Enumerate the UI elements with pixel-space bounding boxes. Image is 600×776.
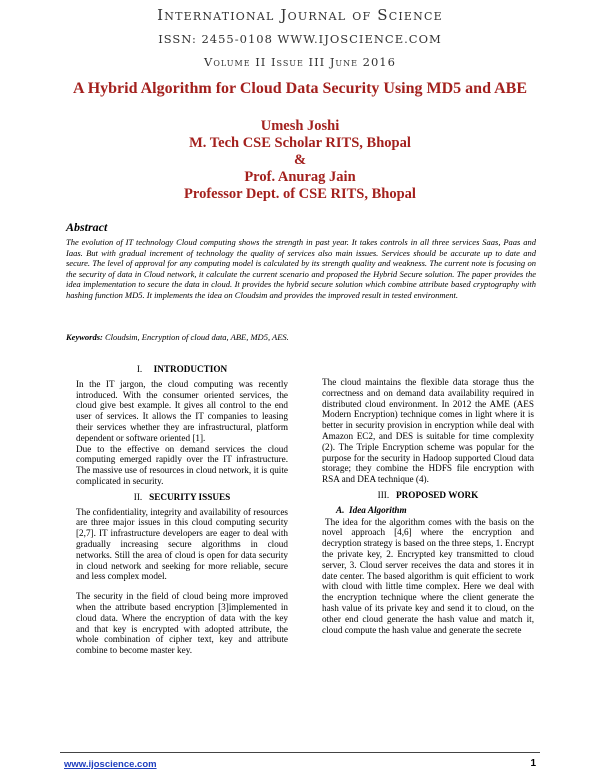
paper-title: A Hybrid Algorithm for Cloud Data Security Using MD5 and ABE — [73, 80, 527, 97]
footer-website-link[interactable]: www.ijoscience.com — [64, 759, 157, 770]
keywords-text: Cloudsim, Encryption of cloud data, ABE, MD5, AES. — [104, 332, 289, 342]
section-heading-proposed — [322, 490, 534, 501]
subsection-label: A. — [336, 504, 345, 515]
author-block — [0, 118, 600, 203]
keywords-line — [66, 332, 536, 342]
section-number: I. — [136, 364, 143, 374]
author-separator: & — [293, 152, 307, 168]
paragraph: The security in the field of cloud being more improved when the attribute based encryption [3]implemented in cloud data. Where the encryption of data with the key and that key is encrypted with adopted attribute, the whole combination of cipher text, key and attribute combine to become master key. — [76, 591, 288, 656]
journal-issn-line: ISSN: 2455-0108 WWW.IJOSCIENCE.COM — [158, 32, 442, 46]
section-heading-security — [76, 492, 288, 503]
author-name-2: Prof. Anurag Jain — [244, 169, 356, 185]
paragraph: In the IT jargon, the cloud computing was recently introduced. With the consumer oriented services, the cloud give best example. It gives all control to the end user of services. It allows the IT companies to leasing their services whether they are infrastructural, platform dependent or software oriented [1]. — [76, 378, 288, 443]
paragraph: Due to the effective on demand services the cloud computing emerged rapidly over the IT infrastructure. The massive use of resources in cloud network, it is quite complicated in security. — [76, 443, 288, 486]
paragraph: The cloud maintains the flexible data storage thus the correctness and on demand data availability required in distributed cloud environment. In 2012 the AME (AES Modern Encryption) technique comes in light where it is better in security provision in encryption while deal with Amazon EC2, and DES is suitable for time complexity (2). The Triple Encryption scheme was popular for the purpose for the security in Hadoop supported Cloud data storage; they combine the HDFS file encryption with RSA and DEA technique (4). — [322, 377, 534, 485]
abstract-text: The evolution of IT technology Cloud computing shows the strength in past year. It takes controls in all three services Saas, Paas and Iaas. But with gradual increment of technology the quality of services also main issues. Services should be accurate up to date and secure. The level of approval for any computing model is calculated by its strength quality and weakness. The current note is focusing on the security of data in Cloud network, it calculate the current scenario and proposed the Hybrid Secure solution. The paper provides the idea implementation to secure the data in cloud. It provides the hybrid secure solution which combine attribute based cryptography with hashing function MD5. It implements the idea on Cloudsim and provides the improved result in tested environment. — [66, 237, 536, 300]
abstract-section — [66, 220, 536, 301]
right-column — [322, 377, 534, 635]
section-title: PROPOSED WORK — [396, 489, 479, 500]
author-affiliation-1: M. Tech CSE Scholar RITS, Bhopal — [189, 135, 411, 151]
abstract-heading: Abstract — [66, 220, 108, 234]
paragraph: The idea for the algorithm comes with the basis on the novel approach [4,6] where the encryption and decryption strategy is based on the three steps, 1. Encrypt the private key, 2. Encrypted key transmitted to cloud server, 3. Cloud server receives the data and stores it in date center. The based algorithm is quit efficient to work with cloud with little time complex. Here we deal with the encryption technique where the client generate the hash value of its private key and send it to cloud, on the other end cloud generate the hash value and match it, cloud compute the hash value and generate the secrete — [322, 516, 534, 635]
section-title: SECURITY ISSUES — [149, 491, 231, 502]
author-affiliation-2: Professor Dept. of CSE RITS, Bhopal — [184, 186, 416, 202]
left-column — [76, 364, 288, 656]
footer-divider — [60, 752, 540, 753]
section-number: III. — [377, 489, 390, 500]
page-number: 1 — [530, 758, 536, 769]
section-number: II. — [133, 491, 143, 502]
keywords-label: Keywords: — [66, 332, 103, 342]
journal-volume-line: Volume II Issue III June 2016 — [204, 55, 396, 69]
paragraph: The confidentiality, integrity and availability of resources are three major issues in this cloud computing security [2,7]. IT infrastructure developers are eager to deal with gradually increasing secure algorithms in cloud networks. Still the area of cloud is open for data security in cloud network and seeking for more reliable, secure and less complex model. — [76, 506, 288, 582]
section-title: INTRODUCTION — [153, 364, 228, 374]
journal-name: International Journal of Science — [157, 6, 443, 24]
author-name-1: Umesh Joshi — [260, 118, 340, 134]
section-heading-introduction — [76, 364, 288, 375]
subsection-title: Idea Algorithm — [349, 504, 407, 515]
subsection-heading-idea — [336, 505, 534, 516]
